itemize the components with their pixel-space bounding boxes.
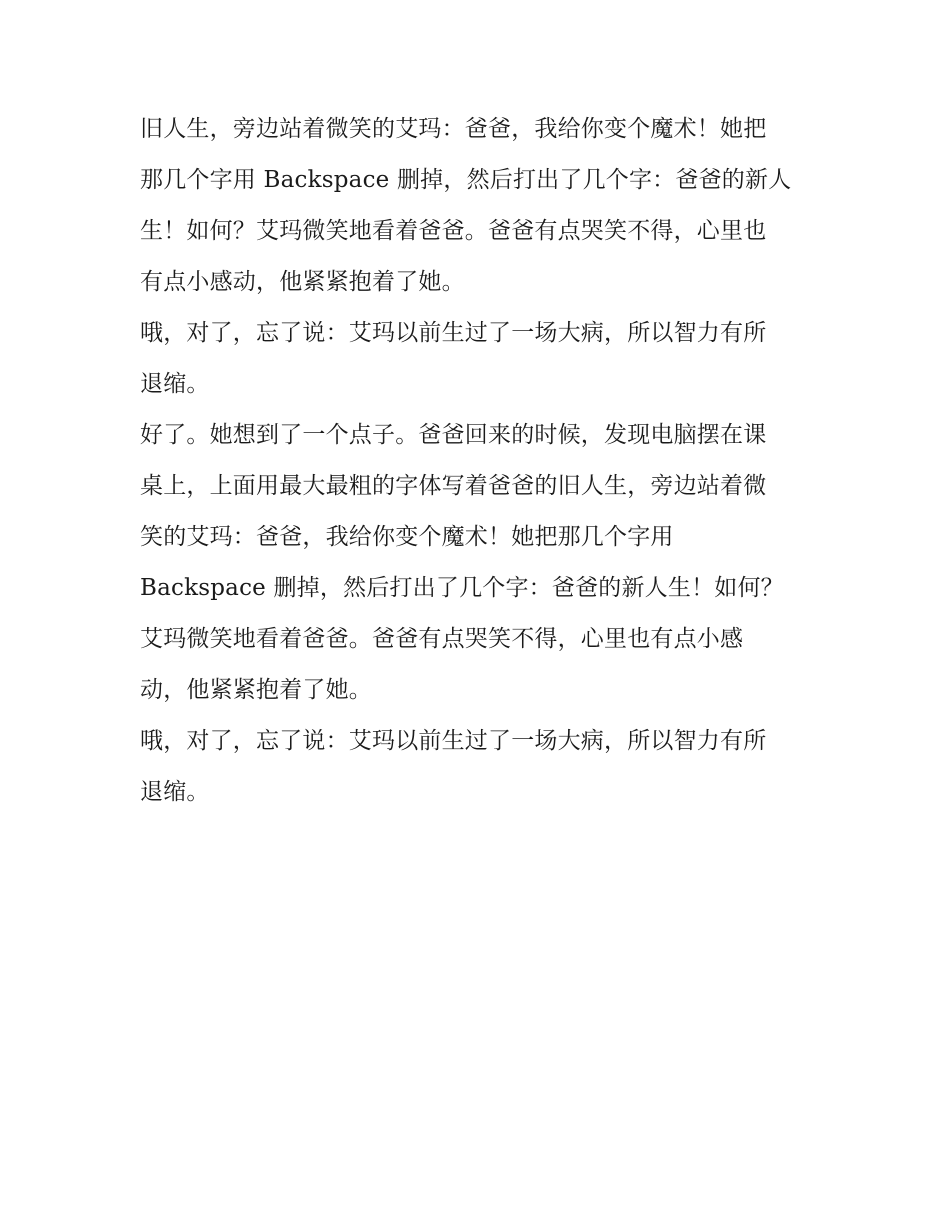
text-line: 生！如何？艾玛微笑地看着爸爸。爸爸有点哭笑不得，心里也 xyxy=(140,218,767,244)
text-line: 哦，对了，忘了说：艾玛以前生过了一场大病，所以智力有所 xyxy=(140,728,767,754)
document-body xyxy=(140,104,820,818)
text-line: 退缩。 xyxy=(140,779,210,805)
text-line: 那几个字用 Backspace 删掉，然后打出了几个字：爸爸的新人 xyxy=(140,167,792,193)
text-line: 退缩。 xyxy=(140,371,210,397)
text-line: 哦，对了，忘了说：艾玛以前生过了一场大病，所以智力有所 xyxy=(140,320,767,346)
text-line: 桌上，上面用最大最粗的字体写着爸爸的旧人生，旁边站着微 xyxy=(140,473,767,499)
text-line: 旧人生，旁边站着微笑的艾玛：爸爸，我给你变个魔术！她把 xyxy=(140,116,767,142)
text-line: 有点小感动，他紧紧抱着了她。 xyxy=(140,269,465,295)
text-line: 好了。她想到了一个点子。爸爸回来的时候，发现电脑摆在课 xyxy=(140,422,767,448)
text-line: 艾玛微笑地看着爸爸。爸爸有点哭笑不得，心里也有点小感 xyxy=(140,626,744,652)
text-line: 笑的艾玛：爸爸，我给你变个魔术！她把那几个字用 xyxy=(140,524,674,550)
text-line: 动，他紧紧抱着了她。 xyxy=(140,677,372,703)
text-line: Backspace 删掉，然后打出了几个字：爸爸的新人生！如何？ xyxy=(140,575,784,601)
